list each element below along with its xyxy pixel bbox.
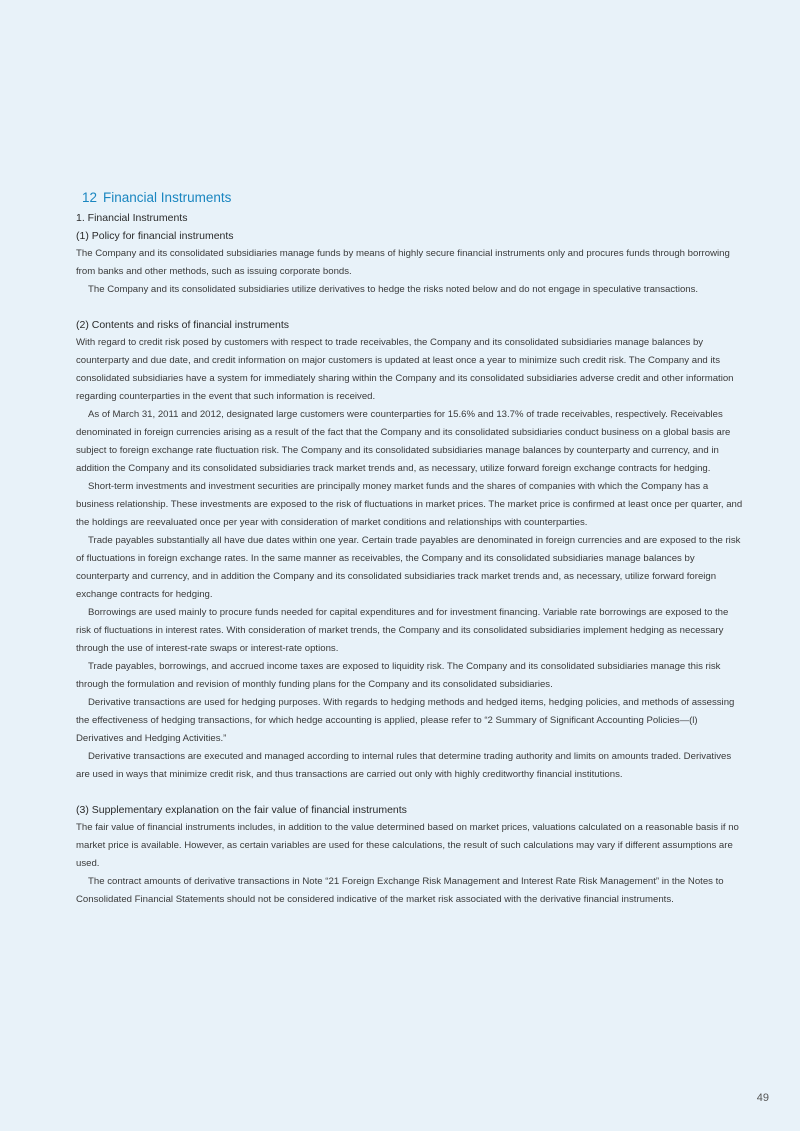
contents-risks-heading: (2) Contents and risks of financial instruments — [76, 319, 290, 331]
paragraph: Derivative transactions are used for hedging purposes. With regards to hedging methods and hedged items, hedging policies, and methods of assessing the effectiveness of hedging transactions, for which hedge accounting is applied, please refer to “2 Summary of Significant Accounting Policies—(l) Derivatives and Hedging Activities.” — [76, 697, 735, 744]
paragraph: Short-term investments and investment securities are principally money market funds and the shares of companies with which the Company has a business relationship. These investments are exposed to the risk of fluctuations in market prices. The market price is confirmed at least once per quarter, and the holdings are reevaluated once per year with consideration of market conditions and relationships with counterparties. — [76, 481, 743, 528]
paragraph: Trade payables, borrowings, and accrued income taxes are exposed to liquidity risk. The Company and its consolidated subsidiaries manage this risk through the formulation and revision of monthly funding plans for the Company and its consolidated subsidiaries. — [76, 661, 721, 690]
section-title-text: Financial Instruments — [103, 190, 232, 205]
section-number: 12 — [82, 190, 98, 205]
main-content — [76, 189, 744, 909]
paragraph: With regard to credit risk posed by customers with respect to trade receivables, the Company and its consolidated subsidiaries manage balances by counterparty and due date, and credit information on major customers is updated at least once a year to minimize such credit risk. The Company and its consolidated subsidiaries have a system for immediately sharing within the Company and its consolidated subsidiaries adverse credit and other information regarding counterparties in the event that such information is received. — [76, 337, 734, 402]
spacer — [76, 299, 744, 316]
paragraph: As of March 31, 2011 and 2012, designated large customers were counterparties for 15.6% and 13.7% of trade receivables, respectively. Receivables denominated in foreign currencies arising as a result of the fact that the Company and its consolidated subsidiaries conduct business on a global basis are subject to foreign exchange rate fluctuation risk. The Company and its consolidated subsidiaries manage balances by counterparty and currency, and in addition the Company and its consolidated subsidiaries track market trends and, as necessary, utilize forward foreign exchange contracts for hedging. — [76, 409, 731, 474]
page-number: 49 — [756, 1092, 769, 1104]
spacer — [76, 784, 744, 801]
paragraph: Trade payables substantially all have due dates within one year. Certain trade payables are denominated in foreign currencies and are exposed to the risk of fluctuations in foreign exchange rates. In the same manner as receivables, the Company and its consolidated subsidiaries manage balances by counterparty and currency, and in addition the Company and its consolidated subsidiaries track market trends and, as necessary, utilize forward foreign exchange contracts for hedging. — [76, 535, 741, 600]
paragraph: The Company and its consolidated subsidiaries manage funds by means of highly secure financial instruments only and procures funds through borrowing from banks and other methods, such as issuing corporate bonds. — [76, 248, 730, 277]
paragraph: Borrowings are used mainly to procure funds needed for capital expenditures and for investment financing. Variable rate borrowings are exposed to the risk of fluctuations in interest rates. With consideration of market trends, the Company and its consolidated subsidiaries implement hedging as necessary through the use of interest-rate swaps or interest-rate options. — [76, 607, 729, 654]
paragraph: The fair value of financial instruments includes, in addition to the value determined based on market prices, valuations calculated on a reasonable basis if no market price is available. However, as certain variables are used for these calculations, the result of such calculations may vary if different assumptions are used. — [76, 822, 739, 869]
policy-heading: (1) Policy for financial instruments — [76, 230, 234, 242]
subsection-heading: 1. Financial Instruments — [76, 212, 188, 224]
paragraph: Derivative transactions are executed and managed according to internal rules that determine trading authority and limits on amounts traded. Derivatives are used in ways that minimize credit risk, and thus transactions are carried out only with highly creditworthy financial institutions. — [76, 751, 732, 780]
fair-value-heading: (3) Supplementary explanation on the fair value of financial instruments — [76, 804, 407, 816]
section-title — [82, 189, 744, 206]
paragraph: The Company and its consolidated subsidiaries utilize derivatives to hedge the risks noted below and do not engage in speculative transactions. — [88, 284, 699, 295]
paragraph: The contract amounts of derivative transactions in Note “21 Foreign Exchange Risk Management and Interest Rate Risk Management” in the Notes to Consolidated Financial Statements should not be considered indicative of the market risk associated with the derivative financial instruments. — [76, 876, 724, 905]
